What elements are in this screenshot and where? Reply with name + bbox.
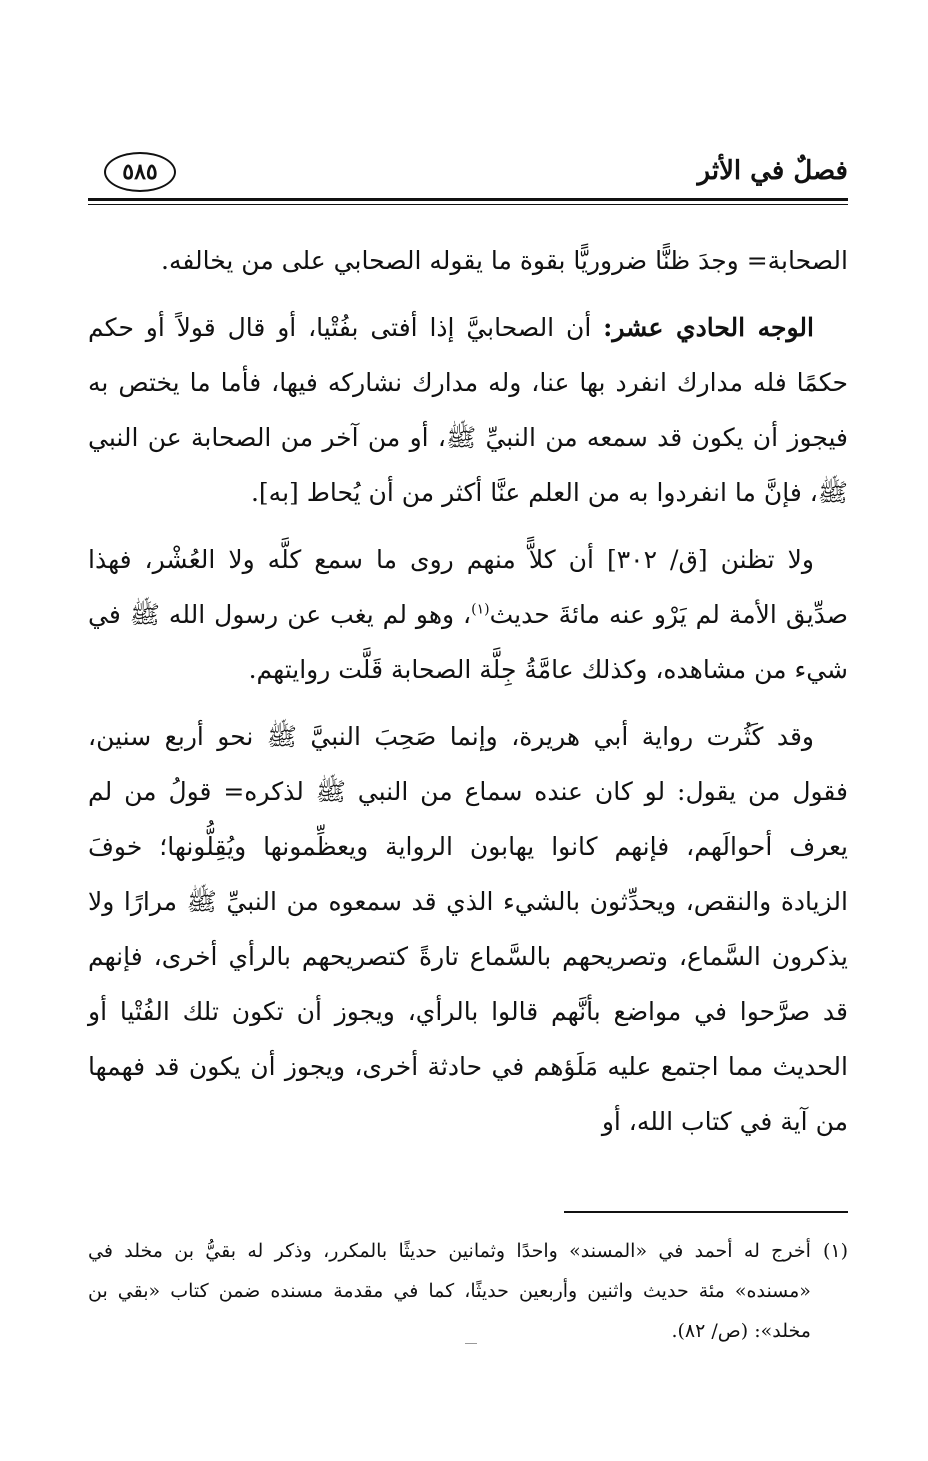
paragraph-3-text-a: ولا تظنن [ق/ ٣٠٢] أن كلاًّ منهم روى ما سمع كلَّه ولا العُشْر، فهذا صدِّيق الأمة لم يَرْو عنه مائةَ حديث — [88, 545, 849, 629]
footnote-reference[interactable]: (١) — [471, 601, 490, 618]
chapter-title: فصلٌ في الأثر — [697, 156, 848, 186]
paragraph-4 — [88, 709, 848, 1149]
footnote-separator — [564, 1211, 848, 1213]
book-page — [88, 150, 848, 1351]
page-header — [88, 150, 848, 196]
footnote-text: أخرج له أحمد في «المسند» واحدًا وثمانين حديثًا بالمكرر، وذكر له بقيُّ بن مخلد في «مسنده» مئة حديث واثنين وأربعين حديثًا، كما في مقدمة مسنده ضمن كتاب «بقي بن مخلد»: (ص/ ٨٢). — [88, 1240, 811, 1342]
paragraph-3 — [88, 532, 848, 697]
paragraph-1-text: الصحابة= وجدَ ظنًّا ضروريًّا بقوة ما يقوله الصحابي على من يخالفه. — [161, 246, 848, 275]
paragraph-2 — [88, 300, 848, 520]
main-text — [88, 233, 848, 1149]
paragraph-2-heading: الوجه الحادي عشر: — [603, 313, 814, 342]
paragraph-3-text-b: ، وهو لم يغب عن رسول الله ﷺ في شيء من مشاهده، وكذلك عامَّةُ جِلَّة الصحابة قَلَّت روايتهم. — [88, 600, 848, 684]
scan-mark — [465, 1343, 477, 1344]
footnote — [88, 1231, 848, 1351]
paragraph-2-text: أن الصحابيَّ إذا أفتى بفُتْيا، أو قال قولاً أو حكم حكمًا فله مدارك انفرد بها عنا، وله مدارك نشاركه فيها، فأما ما يختص به فيجوز أن يكون قد سمعه من النبيِّ ﷺ، أو من آخر من الصحابة عن النبي ﷺ، فإنَّ ما انفردوا به من العلم عنَّا أكثر من أن يُحاط [به]. — [88, 313, 848, 507]
paragraph-4-text: وقد كَثُرت رواية أبي هريرة، وإنما صَحِبَ النبيَّ ﷺ نحو أربع سنين، فقول من يقول: لو كان عنده سماع من النبي ﷺ لذكره= قولُ من لم يعرف أحوالَهم، فإنهم كانوا يهابون الرواية ويعظِّمونها ويُقِلُّونها؛ خوفَ الزيادة والنقص، ويحدِّثون بالشيء الذي قد سمعوه من النبيِّ ﷺ مرارًا ولا يذكرون السَّماع، وتصريحهم بالسَّماع تارةً كتصريحهم بالرأي أخرى، فإنهم قد صرَّحوا في مواضع بأنَّهم قالوا بالرأي، ويجوز أن تكون تلك الفُتْيا أو الحديث مما اجتمع عليه مَلَؤهم في حادثة أخرى، ويجوز أن يكون قد فهمها من آية في كتاب الله، أو — [88, 722, 848, 1136]
header-rule — [88, 198, 848, 205]
footnote-marker: (١) — [822, 1240, 848, 1262]
paragraph-1 — [88, 233, 848, 288]
page-number: ٥٨٥ — [104, 152, 176, 192]
